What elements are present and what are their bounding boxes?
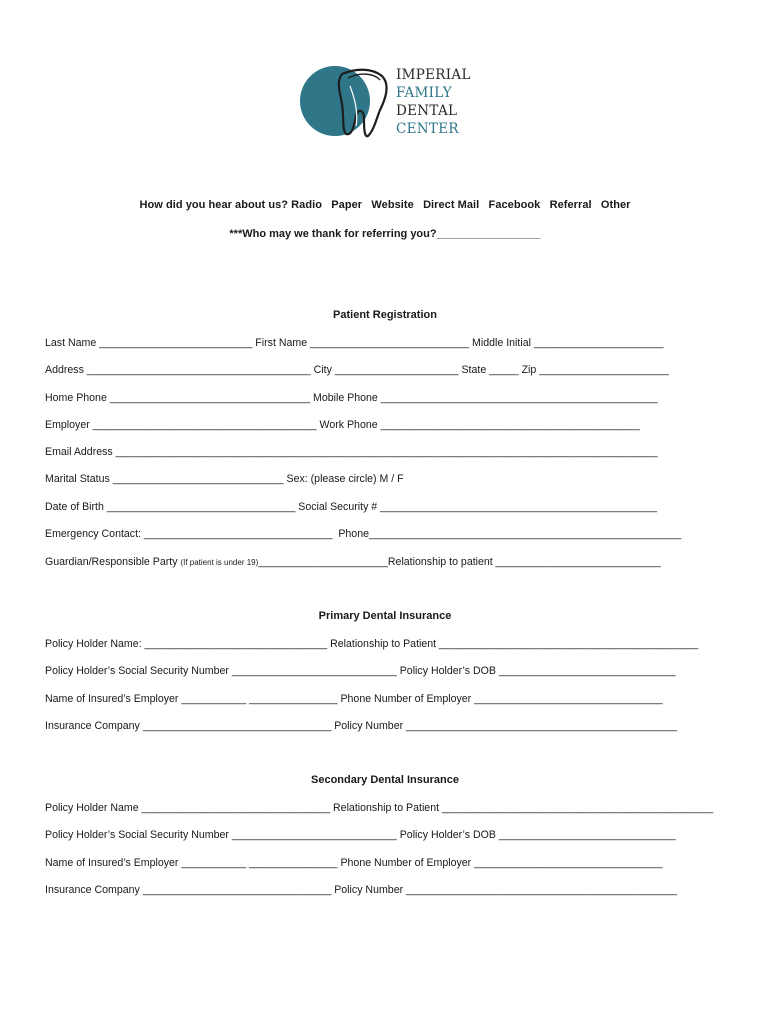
- row-primary-ssn-dob-fields[interactable]: Policy Holder’s Social Security Number ____________________________ Policy Holder’s DOB ______________________________: [45, 665, 676, 677]
- secondary-insurance-title: Secondary Dental Insurance: [311, 774, 459, 786]
- guardian-label: Guardian/Responsible Party: [45, 556, 181, 568]
- logo-text-imperial: IMPERIAL: [396, 67, 471, 83]
- row-address-fields[interactable]: Address ______________________________________ City _____________________ State _____ Zip ______________________: [45, 364, 669, 376]
- patient-registration-title: Patient Registration: [333, 309, 437, 321]
- referral-thanks-question: ***Who may we thank for referring you?_________________: [229, 228, 541, 240]
- guardian-note: (If patient is under 19): [180, 558, 259, 567]
- logo-text-family: FAMILY: [396, 85, 452, 101]
- row-marital-sex-fields[interactable]: Marital Status _____________________________ Sex: (please circle) M / F: [45, 473, 404, 485]
- row-secondary-ssn-dob-fields[interactable]: Policy Holder’s Social Security Number ____________________________ Policy Holder’s DOB ______________________________: [45, 829, 676, 841]
- row-secondary-employer-fields[interactable]: Name of Insured’s Employer ___________ _______________ Phone Number of Employer ________________________________: [45, 857, 663, 869]
- row-emergency-contact-fields[interactable]: Emergency Contact: ________________________________ Phone_____________________________________________________: [45, 528, 682, 540]
- row-secondary-holder-fields[interactable]: Policy Holder Name ________________________________ Relationship to Patient ______________________________________________: [45, 802, 714, 814]
- logo-text-center: CENTER: [396, 121, 459, 137]
- logo-text-dental: DENTAL: [396, 103, 458, 119]
- row-dob-ssn-fields[interactable]: Date of Birth ________________________________ Social Security # _______________________________________________: [45, 501, 658, 513]
- row-primary-employer-fields[interactable]: Name of Insured’s Employer ___________ _______________ Phone Number of Employer ________________________________: [45, 693, 663, 705]
- row-guardian-fields[interactable]: [45, 555, 725, 570]
- row-employer-fields[interactable]: Employer ______________________________________ Work Phone ____________________________________________: [45, 419, 640, 431]
- row-email-field[interactable]: Email Address ____________________________________________________________________________________________: [45, 446, 658, 458]
- row-secondary-company-fields[interactable]: Insurance Company ________________________________ Policy Number ______________________________________________: [45, 884, 678, 896]
- guardian-line[interactable]: ______________________Relationship to patient ____________________________: [258, 556, 661, 568]
- primary-insurance-title: Primary Dental Insurance: [318, 610, 452, 622]
- row-primary-holder-fields[interactable]: Policy Holder Name: _______________________________ Relationship to Patient ____________________________________________: [45, 638, 699, 650]
- referral-source-question: How did you hear about us? Radio Paper Website Direct Mail Facebook Referral Other: [139, 199, 631, 211]
- row-phone-fields[interactable]: Home Phone __________________________________ Mobile Phone _______________________________________________: [45, 392, 658, 404]
- row-name-fields[interactable]: Last Name __________________________ First Name ___________________________ Middle Initial ______________________: [45, 337, 664, 349]
- row-primary-company-fields[interactable]: Insurance Company ________________________________ Policy Number ______________________________________________: [45, 720, 678, 732]
